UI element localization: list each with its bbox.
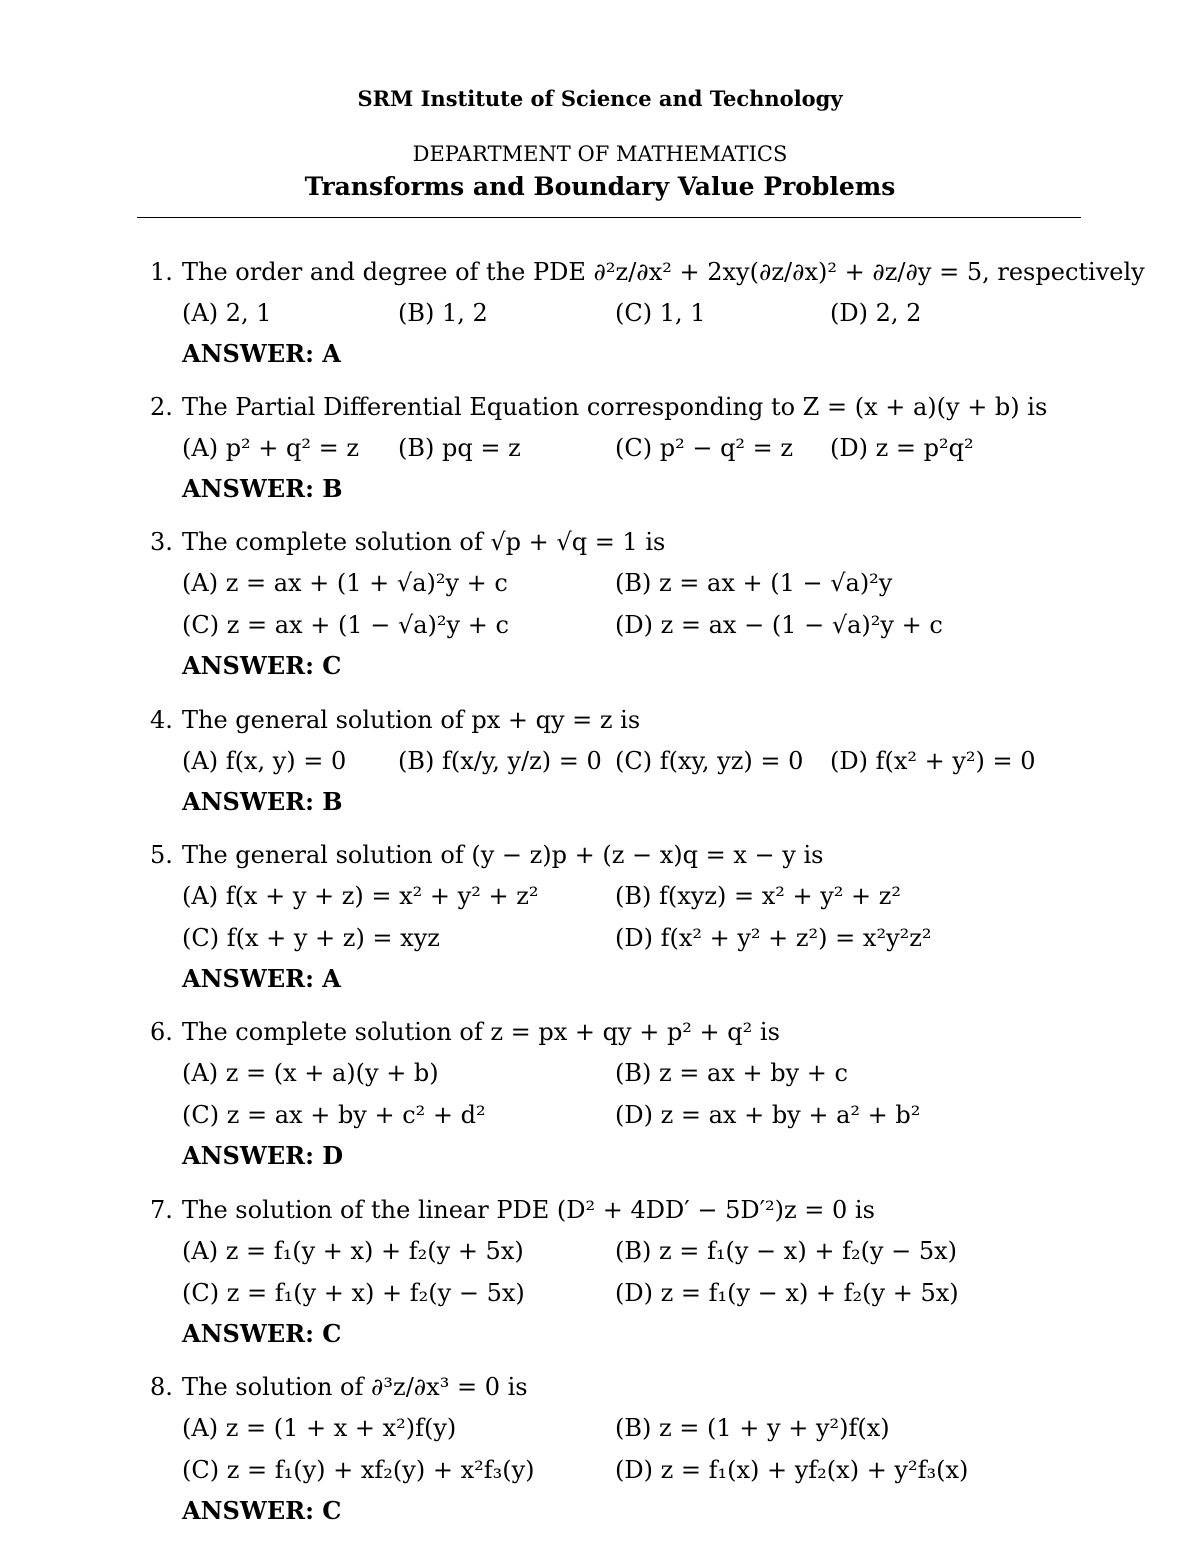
question-text: The Partial Differential Equation corresponding to Z = (x + a)(y + b) is xyxy=(182,393,1048,421)
question-number: 7. xyxy=(150,1196,173,1224)
option-d: (D) f(x² + y²) = 0 xyxy=(830,747,1036,775)
option-d: (D) z = p²q² xyxy=(830,434,974,462)
option-b: (B) z = (1 + y + y²)f(x) xyxy=(615,1414,890,1442)
institution-name: SRM Institute of Science and Technology xyxy=(357,86,843,111)
option-a: (A) z = ax + (1 + √a)²y + c xyxy=(182,569,508,597)
option-b: (B) z = ax + (1 − √a)²y xyxy=(615,569,893,597)
options-row xyxy=(150,1052,1110,1094)
question-8 xyxy=(150,1367,1110,1531)
question-number: 6. xyxy=(150,1018,173,1046)
question-text: The complete solution of √p + √q = 1 is xyxy=(182,528,666,556)
question-stem xyxy=(150,1190,1110,1230)
option-c: (C) z = f₁(y) + xf₂(y) + x²f₃(y) xyxy=(182,1456,535,1484)
question-number: 8. xyxy=(150,1373,173,1401)
option-a: (A) z = f₁(y + x) + f₂(y + 5x) xyxy=(182,1237,524,1265)
department-name: DEPARTMENT OF MATHEMATICS xyxy=(412,142,788,166)
question-text: The general solution of px + qy = z is xyxy=(182,706,641,734)
answer-line: ANSWER: D xyxy=(182,1141,344,1170)
question-number: 1. xyxy=(150,258,173,286)
option-c: (C) f(xy, yz) = 0 xyxy=(615,747,804,775)
answer-line: ANSWER: A xyxy=(182,964,341,993)
option-a: (A) z = (1 + x + x²)f(y) xyxy=(182,1414,457,1442)
question-stem xyxy=(150,1012,1110,1052)
option-c: (C) 1, 1 xyxy=(615,299,706,327)
question-number: 2. xyxy=(150,393,173,421)
option-a: (A) f(x + y + z) = x² + y² + z² xyxy=(182,882,539,910)
option-b: (B) f(xyz) = x² + y² + z² xyxy=(615,882,902,910)
question-text: The general solution of (y − z)p + (z − x)q = x − y is xyxy=(182,841,824,869)
question-text: The solution of the linear PDE (D² + 4DD′ − 5D′²)z = 0 is xyxy=(182,1196,875,1224)
options-row xyxy=(150,1272,1110,1314)
question-stem xyxy=(150,835,1110,875)
option-d: (D) f(x² + y² + z²) = x²y²z² xyxy=(615,924,932,952)
options-row xyxy=(150,1449,1110,1491)
option-a: (A) p² + q² = z xyxy=(182,434,360,462)
option-b: (B) f(x/y, y/z) = 0 xyxy=(398,747,602,775)
question-text: The order and degree of the PDE ∂²z/∂x² + 2xy(∂z/∂x)² + ∂z/∂y = 5, respectively xyxy=(182,258,1145,286)
options-row xyxy=(150,604,1110,646)
options-row xyxy=(150,292,1110,334)
option-b: (B) 1, 2 xyxy=(398,299,488,327)
option-a: (A) f(x, y) = 0 xyxy=(182,747,347,775)
question-stem xyxy=(150,1367,1110,1407)
option-c: (C) z = f₁(y + x) + f₂(y − 5x) xyxy=(182,1279,525,1307)
option-a: (A) z = (x + a)(y + b) xyxy=(182,1059,439,1087)
option-d: (D) z = ax − (1 − √a)²y + c xyxy=(615,611,943,639)
question-number: 4. xyxy=(150,706,173,734)
options-row xyxy=(150,427,1110,469)
question-text: The solution of ∂³z/∂x³ = 0 is xyxy=(182,1373,528,1401)
options-row xyxy=(150,917,1110,959)
options-row xyxy=(150,562,1110,604)
options-row xyxy=(150,1407,1110,1449)
header-divider xyxy=(137,217,1081,218)
option-d: (D) z = ax + by + a² + b² xyxy=(615,1101,921,1129)
option-d: (D) 2, 2 xyxy=(830,299,922,327)
question-3 xyxy=(150,522,1110,686)
option-c: (C) p² − q² = z xyxy=(615,434,794,462)
option-c: (C) f(x + y + z) = xyz xyxy=(182,924,440,952)
answer-line: ANSWER: B xyxy=(182,474,343,503)
option-b: (B) z = ax + by + c xyxy=(615,1059,848,1087)
options-row xyxy=(150,1230,1110,1272)
option-c: (C) z = ax + by + c² + d² xyxy=(182,1101,486,1129)
options-row xyxy=(150,875,1110,917)
question-6 xyxy=(150,1012,1110,1176)
question-stem xyxy=(150,522,1110,562)
question-text: The complete solution of z = px + qy + p² + q² is xyxy=(182,1018,780,1046)
option-b: (B) z = f₁(y − x) + f₂(y − 5x) xyxy=(615,1237,958,1265)
answer-line: ANSWER: A xyxy=(182,339,341,368)
options-row xyxy=(150,740,1110,782)
question-4 xyxy=(150,700,1110,822)
question-5 xyxy=(150,835,1110,999)
option-b: (B) pq = z xyxy=(398,434,521,462)
question-stem xyxy=(150,387,1110,427)
course-title: Transforms and Boundary Value Problems xyxy=(304,172,896,201)
question-stem xyxy=(150,700,1110,740)
question-number: 5. xyxy=(150,841,173,869)
answer-line: ANSWER: C xyxy=(182,1319,342,1348)
option-d: (D) z = f₁(x) + yf₂(x) + y²f₃(x) xyxy=(615,1456,969,1484)
question-1 xyxy=(150,252,1145,374)
answer-line: ANSWER: B xyxy=(182,787,343,816)
answer-line: ANSWER: C xyxy=(182,651,342,680)
question-number: 3. xyxy=(150,528,173,556)
option-c: (C) z = ax + (1 − √a)²y + c xyxy=(182,611,509,639)
options-row xyxy=(150,1094,1110,1136)
option-a: (A) 2, 1 xyxy=(182,299,272,327)
question-2 xyxy=(150,387,1110,509)
option-d: (D) z = f₁(y − x) + f₂(y + 5x) xyxy=(615,1279,959,1307)
question-stem xyxy=(150,252,1145,292)
question-7 xyxy=(150,1190,1110,1354)
answer-line: ANSWER: C xyxy=(182,1496,342,1525)
